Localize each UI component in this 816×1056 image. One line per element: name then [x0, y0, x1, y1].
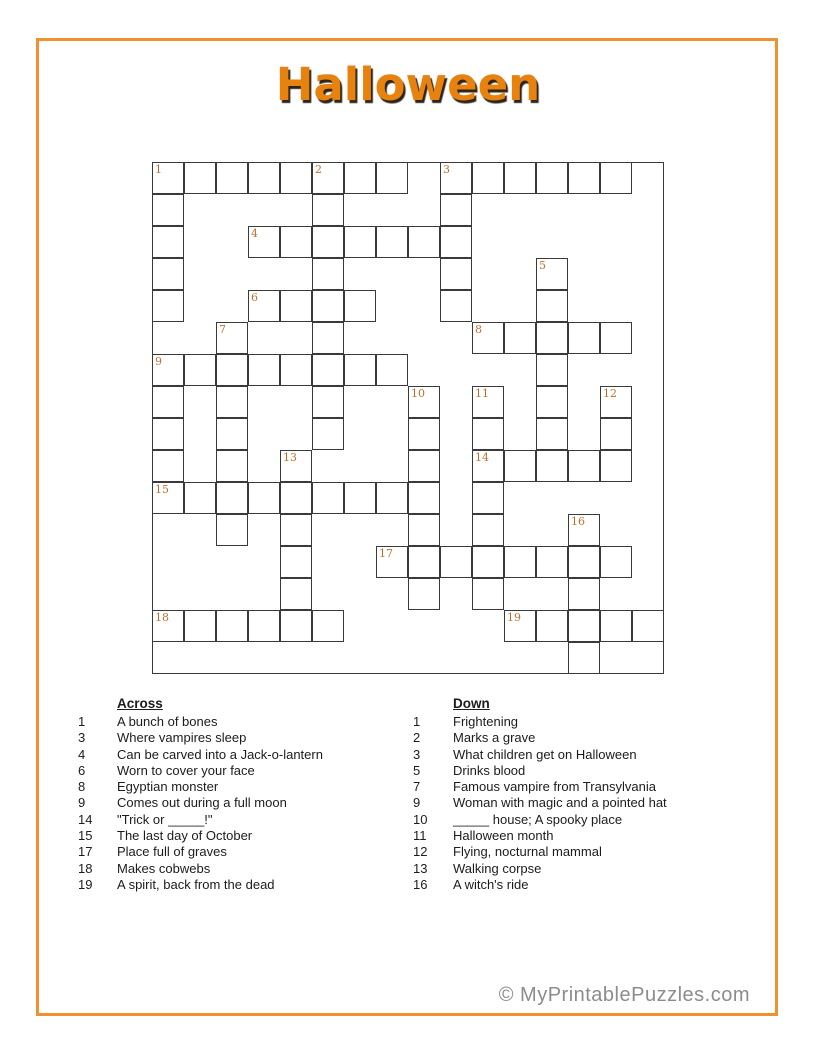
grid-cell: [216, 514, 248, 546]
clue-row: [78, 747, 418, 763]
grid-cell: [248, 482, 280, 514]
cell-number: 19: [507, 611, 521, 624]
clue-row: [78, 844, 418, 860]
cell-number: 14: [475, 451, 489, 464]
grid-cell: [152, 610, 184, 642]
grid-cell: [536, 354, 568, 386]
grid-cell: [568, 610, 600, 642]
grid-cell: [216, 322, 248, 354]
grid-cell: [344, 162, 376, 194]
clue-row: [413, 828, 763, 844]
grid-cell: [312, 354, 344, 386]
grid-cell: [312, 386, 344, 418]
grid-cell: [472, 162, 504, 194]
clue-row: [413, 714, 763, 730]
grid-cell: [472, 514, 504, 546]
grid-cell: [536, 418, 568, 450]
clue-text: Walking corpse: [453, 860, 542, 876]
grid-cell: [472, 482, 504, 514]
grid-cell: [440, 194, 472, 226]
puzzle-title: Halloween: [275, 58, 541, 111]
cell-number: 8: [475, 323, 482, 336]
grid-cell: [184, 610, 216, 642]
grid-cell: [248, 162, 280, 194]
grid-cell: [472, 386, 504, 418]
clue-text: A bunch of bones: [117, 714, 218, 729]
grid-cell: [472, 578, 504, 610]
clue-text: The last day of October: [117, 828, 253, 844]
grid-cell: [216, 162, 248, 194]
grid-cell: [536, 386, 568, 418]
clue-text: Comes out during a full moon: [117, 795, 287, 811]
grid-cell: [536, 546, 568, 578]
grid-cell: [216, 610, 248, 642]
grid-cell: [408, 450, 440, 482]
clue-text: Can be carved into a Jack-o-lantern: [117, 746, 323, 762]
grid-cell: [248, 226, 280, 258]
cell-number: 18: [155, 611, 169, 624]
grid-cell: [536, 450, 568, 482]
clue-number: 7: [413, 779, 421, 795]
clue-text: Woman with magic and a pointed hat: [453, 795, 667, 811]
grid-cell: [504, 322, 536, 354]
grid-cell: [536, 258, 568, 290]
grid-cell: [472, 546, 504, 578]
grid-cell: [344, 226, 376, 258]
clue-row: [78, 861, 418, 877]
grid-cell: [600, 546, 632, 578]
grid-cell: [344, 482, 376, 514]
grid-cell: [408, 514, 440, 546]
clue-number: 19: [78, 876, 93, 892]
clue-number: 3: [413, 746, 421, 762]
grid-cell: [504, 610, 536, 642]
clue-number: 9: [78, 795, 86, 811]
grid-cell: [568, 162, 600, 194]
across-clue-list: [78, 714, 418, 893]
grid-cell: [280, 450, 312, 482]
clue-text: A witch's ride: [453, 876, 529, 892]
clue-number: 18: [78, 860, 93, 876]
down-clue-list: [413, 714, 763, 893]
grid-cell: [280, 514, 312, 546]
cell-number: 9: [155, 355, 162, 368]
clue-number: 9: [413, 795, 421, 811]
grid-cell: [376, 354, 408, 386]
clue-number: 17: [78, 844, 93, 860]
grid-cell: [600, 418, 632, 450]
cell-number: 3: [443, 163, 450, 176]
clue-number: 11: [413, 828, 427, 844]
grid-cell: [600, 450, 632, 482]
clue-text: Makes cobwebs: [117, 860, 211, 876]
clue-number: 1: [413, 714, 421, 729]
grid-cell: [440, 226, 472, 258]
clue-number: 14: [78, 811, 93, 827]
grid-cell: [568, 322, 600, 354]
across-clues-section: [78, 696, 418, 893]
clue-row: [78, 877, 418, 893]
grid-cell: [440, 162, 472, 194]
grid-cell: [536, 322, 568, 354]
grid-cell: [504, 450, 536, 482]
grid-cell: [344, 290, 376, 322]
clue-text: Place full of graves: [117, 844, 227, 860]
grid-cell: [376, 546, 408, 578]
across-heading: Across: [117, 696, 163, 711]
clue-number: 10: [413, 811, 428, 827]
clue-number: 2: [413, 730, 421, 746]
cell-number: 6: [251, 291, 258, 304]
cell-number: 16: [571, 515, 585, 528]
grid-cell: [408, 546, 440, 578]
grid-cell: [440, 290, 472, 322]
grid-cell: [600, 386, 632, 418]
clue-row: [413, 877, 763, 893]
cell-number: 4: [251, 227, 258, 240]
grid-cell: [280, 482, 312, 514]
grid-cell: [600, 162, 632, 194]
clue-text: Marks a grave: [453, 730, 536, 746]
clue-row: [413, 795, 763, 811]
grid-cell: [312, 610, 344, 642]
clue-row: [78, 828, 418, 844]
grid-cell: [408, 482, 440, 514]
grid-cell: [376, 226, 408, 258]
grid-cell: [152, 450, 184, 482]
grid-cell: [248, 354, 280, 386]
grid-cell: [280, 578, 312, 610]
grid-cell: [280, 226, 312, 258]
clue-row: [413, 747, 763, 763]
cell-number: 12: [603, 387, 617, 400]
grid-cell: [312, 194, 344, 226]
grid-cell: [568, 450, 600, 482]
grid-cell: [408, 578, 440, 610]
grid-cell: [536, 162, 568, 194]
clue-row: [413, 861, 763, 877]
grid-cell: [280, 290, 312, 322]
grid-cell: [248, 610, 280, 642]
grid-cell: [568, 578, 600, 610]
grid-cell: [152, 162, 184, 194]
grid-cell: [504, 162, 536, 194]
grid-cell: [280, 546, 312, 578]
copyright-footer: © MyPrintablePuzzles.com: [498, 984, 750, 1006]
grid-cell: [248, 290, 280, 322]
clue-number: 6: [78, 762, 86, 778]
clue-text: Drinks blood: [453, 762, 526, 778]
grid-cell: [472, 418, 504, 450]
crossword-grid: [152, 162, 664, 674]
clue-number: 3: [78, 730, 86, 746]
clue-number: 13: [413, 860, 428, 876]
cell-number: 1: [155, 163, 162, 176]
grid-cell: [440, 258, 472, 290]
grid-cell: [152, 290, 184, 322]
grid-cell: [568, 642, 600, 674]
clue-row: [78, 779, 418, 795]
clue-row: [413, 812, 763, 828]
grid-cell: [184, 354, 216, 386]
grid-cell: [216, 450, 248, 482]
clue-number: 12: [413, 844, 428, 860]
grid-cell: [632, 610, 664, 642]
grid-cell: [408, 418, 440, 450]
clue-text: Worn to cover your face: [117, 762, 255, 778]
grid-cell: [184, 162, 216, 194]
clue-number: 5: [413, 762, 421, 778]
grid-cell: [312, 290, 344, 322]
grid-cell: [152, 418, 184, 450]
grid-cell: [600, 610, 632, 642]
grid-cell: [216, 386, 248, 418]
grid-cell: [408, 226, 440, 258]
grid-cell: [408, 386, 440, 418]
clue-row: [413, 763, 763, 779]
clue-text: Flying, nocturnal mammal: [453, 844, 602, 860]
cell-number: 10: [411, 387, 425, 400]
grid-cell: [440, 546, 472, 578]
clue-text: Famous vampire from Transylvania: [453, 779, 657, 795]
grid-cell: [184, 482, 216, 514]
grid-cell: [280, 610, 312, 642]
grid-cell: [600, 322, 632, 354]
grid-cell: [536, 610, 568, 642]
grid-cell: [472, 450, 504, 482]
grid-cell: [344, 354, 376, 386]
clue-text: "Trick or _____!": [117, 811, 213, 827]
clue-text: What children get on Halloween: [453, 746, 637, 762]
grid-cell: [152, 258, 184, 290]
cell-number: 11: [475, 387, 489, 400]
clue-row: [78, 812, 418, 828]
clue-number: 8: [78, 779, 86, 795]
grid-cell: [312, 258, 344, 290]
clue-number: 15: [78, 828, 93, 844]
grid-cell: [376, 482, 408, 514]
cell-number: 2: [315, 163, 322, 176]
clue-text: _____ house; A spooky place: [453, 811, 623, 827]
grid-cell: [216, 482, 248, 514]
clue-text: Halloween month: [453, 828, 554, 844]
grid-cell: [216, 418, 248, 450]
grid-cell: [152, 386, 184, 418]
cell-number: 5: [539, 259, 546, 272]
clue-text: Where vampires sleep: [117, 730, 247, 746]
cell-number: 15: [155, 483, 169, 496]
clue-row: [413, 730, 763, 746]
clue-row: [78, 730, 418, 746]
clue-row: [78, 795, 418, 811]
clue-number: 1: [78, 714, 86, 729]
clue-number: 4: [78, 746, 86, 762]
clue-row: [413, 779, 763, 795]
grid-cell: [472, 322, 504, 354]
clue-row: [78, 763, 418, 779]
cell-number: 13: [283, 451, 297, 464]
grid-cell: [312, 322, 344, 354]
cell-number: 17: [379, 547, 393, 560]
grid-cell: [280, 162, 312, 194]
grid-cell: [568, 514, 600, 546]
grid-cell: [280, 354, 312, 386]
down-clues-section: [413, 696, 763, 893]
down-heading: Down: [453, 696, 490, 711]
grid-cell: [152, 194, 184, 226]
grid-cell: [216, 354, 248, 386]
clue-row: [413, 844, 763, 860]
grid-cell: [536, 290, 568, 322]
grid-cell: [504, 546, 536, 578]
clue-text: A spirit, back from the dead: [117, 876, 275, 892]
clue-number: 16: [413, 876, 428, 892]
grid-cell: [312, 482, 344, 514]
grid-cell: [568, 546, 600, 578]
grid-cell: [152, 354, 184, 386]
grid-cell: [312, 418, 344, 450]
grid-cell: [312, 226, 344, 258]
cell-number: 7: [219, 323, 226, 336]
grid-cell: [312, 162, 344, 194]
clue-row: [78, 714, 418, 730]
grid-cell: [152, 226, 184, 258]
grid-cell: [152, 482, 184, 514]
clue-text: Frightening: [453, 714, 519, 729]
clue-text: Egyptian monster: [117, 779, 219, 795]
grid-cell: [376, 162, 408, 194]
